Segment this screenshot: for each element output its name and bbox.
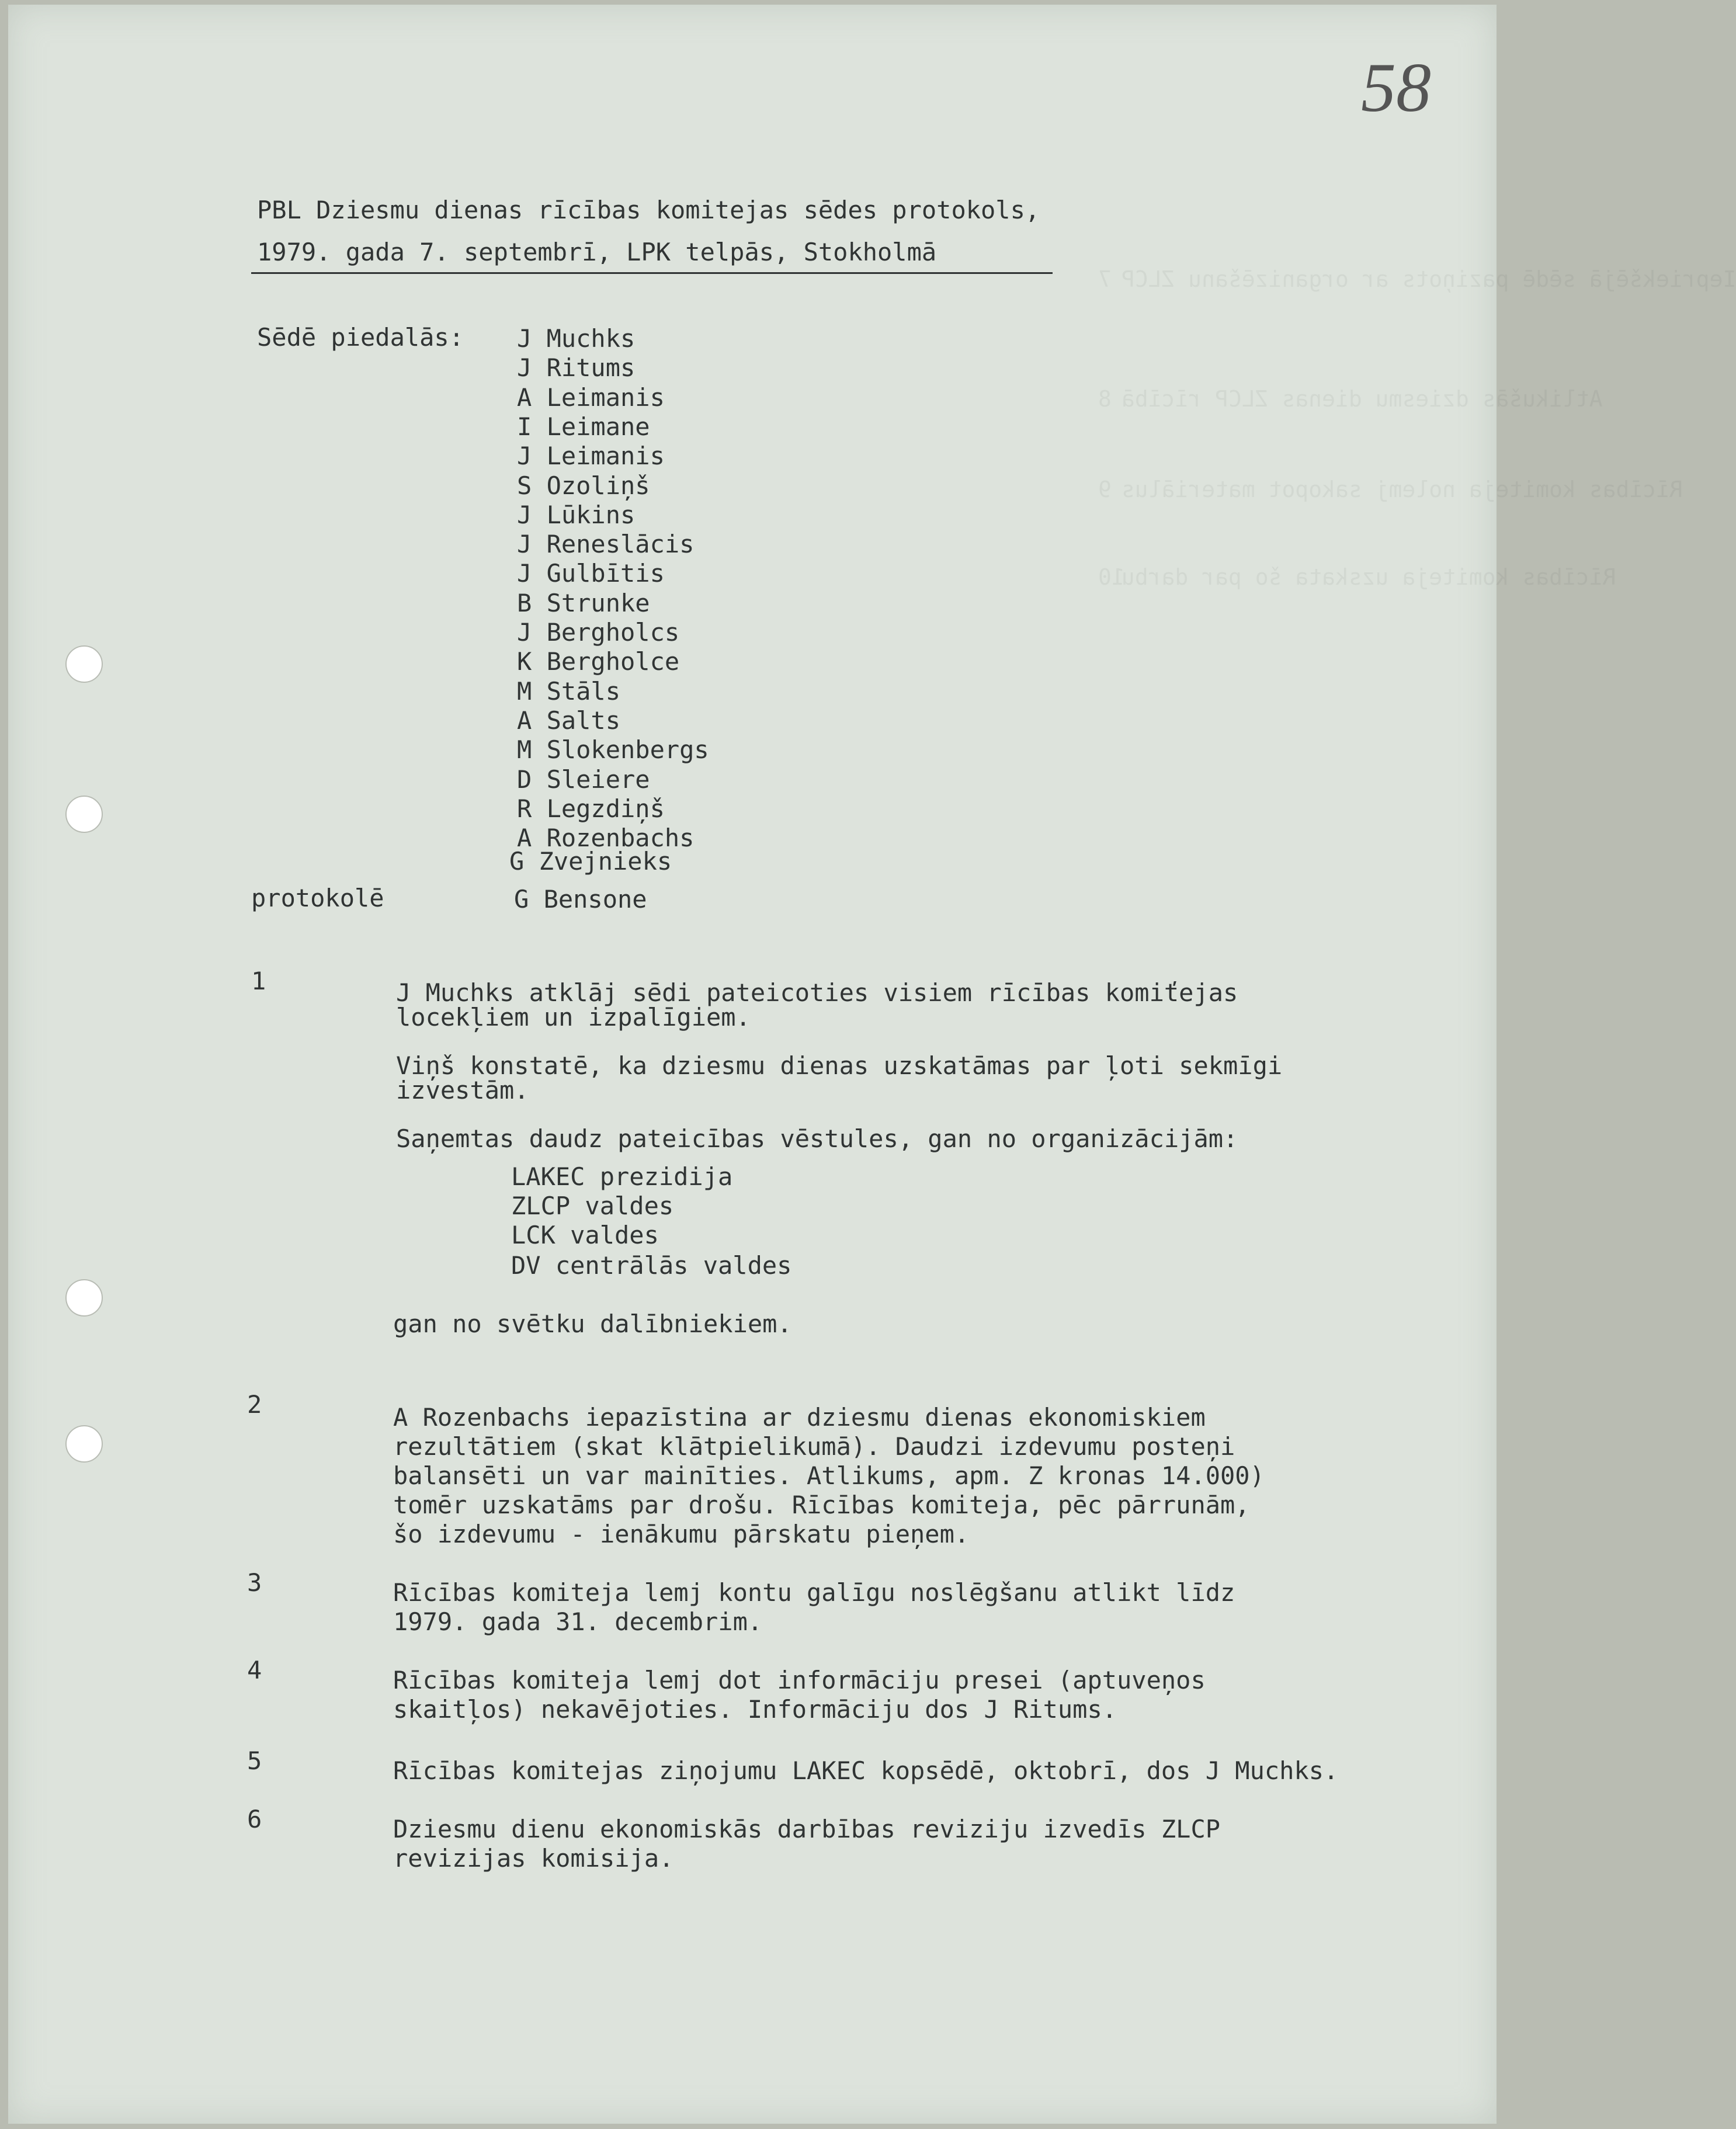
attendee-extra: G Zvejnieks: [509, 847, 672, 876]
organization-item: LAKEC prezidija: [511, 1162, 733, 1191]
attendee-name: K Bergholce: [517, 647, 680, 676]
binder-hole-2: [65, 796, 103, 833]
item-text-line: rezultātiem (skat klātpielikumā). Daudzi izdevumu posteņi: [393, 1432, 1235, 1461]
item-text-line: locekļiem un izpalīgiem.: [396, 1003, 751, 1031]
organization-item: LCK valdes: [511, 1221, 659, 1249]
item-text-line: balansēti un var mainīties. Atlikums, apm. Z kronas 14.000): [393, 1461, 1265, 1490]
attendee-name: D Sleiere: [517, 765, 650, 794]
item-text-line: tomēr uzskatāms par drošu. Rīcības komiteja, pēc pārrunām,: [393, 1491, 1250, 1519]
attendee-name: S Ozoliņš: [517, 471, 650, 500]
item-text-line: Viņš konstatē, ka dziesmu dienas uzskatāmas par ļoti sekmīgi: [396, 1051, 1283, 1080]
attendee-name: I Leimane: [517, 412, 650, 441]
item-number: 4: [247, 1656, 262, 1685]
attendee-name: A Rozenbachs: [517, 824, 695, 853]
item-number: 2: [247, 1390, 262, 1419]
title-underline: [251, 272, 1053, 274]
attendee-name: A Salts: [517, 706, 621, 735]
secretary-label: protokolē: [251, 884, 384, 912]
binder-hole-3: [65, 1279, 103, 1317]
item-text-line: 1979. gada 31. decembrim.: [393, 1607, 763, 1636]
attendee-name: R Legzdiņš: [517, 794, 665, 823]
document-title-line1: PBL Dziesmu dienas rīcības komitejas sēdes protokols,: [257, 196, 1040, 224]
item-text-line: izvestām.: [396, 1076, 529, 1105]
attendee-name: J Bergholcs: [517, 618, 680, 647]
item-text-line: Rīcības komiteja lemj dot informāciju presei (aptuveņos: [393, 1666, 1206, 1694]
item-text-line: gan no svētku dalībniekiem.: [393, 1310, 792, 1338]
organization-item: DV centrālās valdes: [511, 1251, 792, 1280]
attendee-name: J Lūkins: [517, 500, 636, 529]
attendee-name: J Gulbītis: [517, 559, 665, 588]
item-text-line: šo izdevumu - ienākumu pārskatu pieņem.: [393, 1520, 970, 1548]
attendee-name: J Leimanis: [517, 442, 665, 471]
item-text-line: Rīcības komitejas ziņojumu LAKEC kopsēdē, oktobrī, dos J Muchks.: [393, 1756, 1339, 1785]
item-number: 1: [251, 967, 266, 995]
attendee-name: A Leimanis: [517, 383, 665, 412]
binder-hole-4: [65, 1425, 103, 1463]
secretary-name: G Bensone: [514, 885, 647, 914]
attendance-label: Sēdē piedalās:: [257, 323, 464, 352]
item-text-line: skaitļos) nekavējoties. Informāciju dos J Ritums.: [393, 1695, 1117, 1724]
attendee-name: B Strunke: [517, 588, 650, 617]
document-title-line2: 1979. gada 7. septembrī, LPK telpās, Stokholmā: [257, 238, 937, 266]
item-text-line: revizijas komisija.: [393, 1844, 674, 1873]
attendee-name: J Reneslācis: [517, 530, 695, 559]
attendee-name: J Ritums: [517, 353, 636, 383]
binder-hole-1: [65, 645, 103, 683]
item-number: 3: [247, 1568, 262, 1597]
item-text-line: Dziesmu dienu ekonomiskās darbības reviziju izvedīs ZLCP: [393, 1815, 1221, 1843]
attendee-name: M Slokenbergs: [517, 735, 709, 765]
item-number: 6: [247, 1805, 262, 1833]
item-text-line: Rīcības komiteja lemj kontu galīgu noslēgšanu atlikt līdz: [393, 1578, 1235, 1607]
organization-item: ZLCP valdes: [511, 1192, 674, 1220]
item-number: 5: [247, 1746, 262, 1775]
item-text-line: Saņemtas daudz pateicības vēstules, gan no organizācijām:: [396, 1124, 1238, 1153]
attendee-name: J Muchks: [517, 324, 636, 353]
page-number: 58: [1361, 48, 1431, 126]
attendee-name: M Stāls: [517, 676, 621, 706]
item-text-line: J Muchks atklāj sēdi pateicoties visiem rīcības komiťejas: [396, 978, 1238, 1007]
item-text-line: A Rozenbachs iepazīstina ar dziesmu dienas ekonomiskiem: [393, 1403, 1206, 1432]
